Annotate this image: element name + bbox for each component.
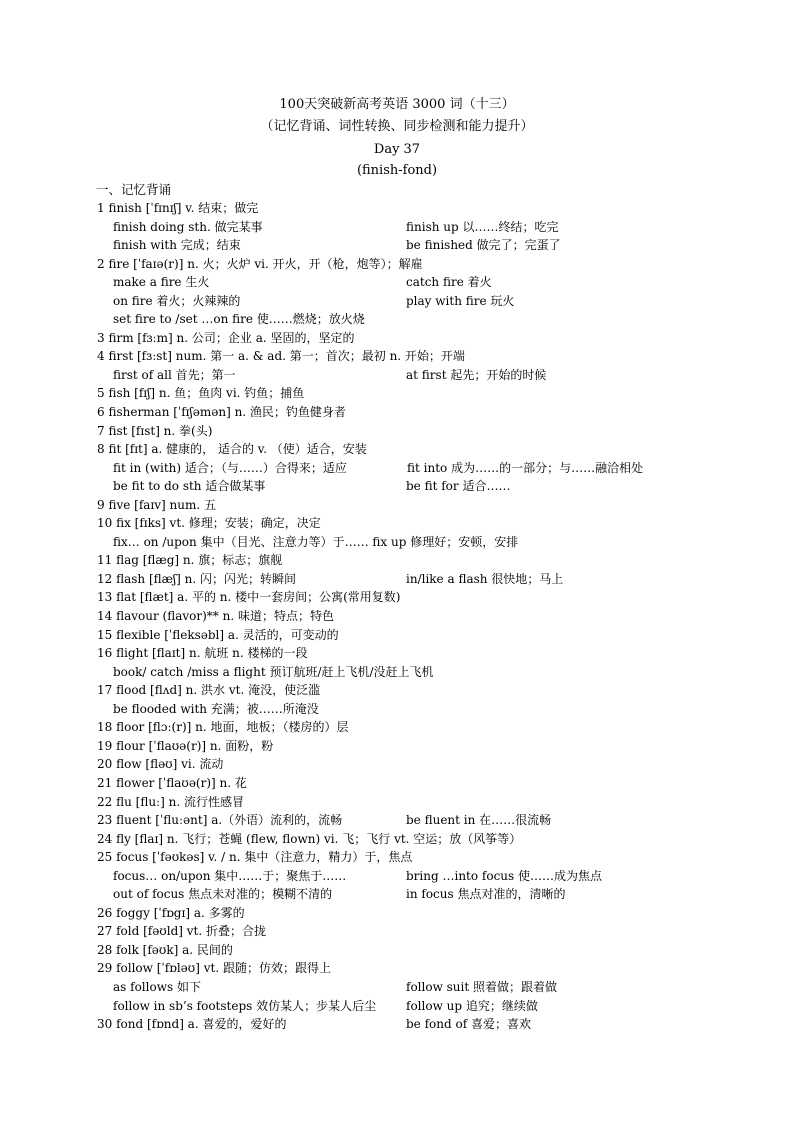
phrase-left: fit in (with) 适合；（与……）合得来；适应 [113,460,347,475]
phrase-left: be flooded with 充满；被……所淹没 [113,701,319,716]
phrase-row [97,885,697,904]
entry-text: 6 fisherman [ˈfɪʃəmən] n. 渔民；钓鱼健身者 [97,405,346,420]
entry-row [97,922,697,941]
entry-text: 20 flow [fləʊ] vi. 流动 [97,757,224,772]
phrase-left: finish with 完成；结束 [113,238,241,253]
entry-text: 12 flash [flæʃ] n. 闪；闪光；转瞬间 [97,571,297,586]
entry-text: 26 foggy [ˈfɒgɪ] a. 多雾的 [97,905,245,920]
entry-text: 9 five [faɪv] num. 五 [97,497,217,512]
entry-text: 7 fist [fɪst] n. 拳(头) [97,423,213,438]
phrase-left: on fire 着火；火辣辣的 [113,293,241,308]
phrase-right: be fond of 喜爱；喜欢 [406,1017,531,1032]
entry-row [97,570,697,589]
phrase-row [97,459,697,478]
entry-text: 14 flavour (flavor)** n. 味道；特点；特色 [97,609,334,624]
entry-row [97,1015,697,1034]
entry-row [97,718,697,737]
entry-text: 21 flower [ˈflaʊə(r)] n. 花 [97,775,247,790]
entry-text: 23 fluent [ˈfluːənt] a.（外语）流利的，流畅 [97,813,343,828]
entry-text: 1 finish [ˈfɪnɪʃ] v. 结束；做完 [97,201,259,215]
entry-row [97,774,697,793]
section-heading: 一、记忆背诵 [96,182,172,197]
entry-text: 19 flour [ˈflaʊə(r)] n. 面粉，粉 [97,738,274,753]
phrase-left: out of focus 焦点未对准的；模糊不清的 [113,887,333,902]
entry-text: 2 fire [ˈfaɪə(r)] n. 火；火炉 vi. 开火，开（枪，炮等）；解雇 [97,256,423,271]
phrase-right: catch fire 着火 [406,275,492,290]
entry-row [97,644,697,663]
phrase-row [97,273,697,292]
entry-text: 4 first [fɜːst] num. 第一 a. & ad. 第一；首次；最初 n. 开始；开端 [97,349,465,364]
entry-text: 11 flag [flæg] n. 旗；标志；旗舰 [97,553,283,568]
phrase-left: first of all 首先；第一 [113,367,236,382]
phrase-row [97,867,697,886]
phrase-row [97,292,697,311]
entry-text: 16 flight [flaɪt] n. 航班 n. 楼梯的一段 [97,646,308,661]
phrase-left: focus… on/upon 集中……于；聚焦于…… [113,868,347,883]
entry-text: 30 fond [fɒnd] a. 喜爱的，爱好的 [97,1017,287,1032]
entry-text: 25 focus [ˈfəʊkəs] v. / n. 集中（注意力，精力）于，焦点 [97,850,413,865]
phrase-left: as follows 如下 [113,979,201,994]
entry-row [97,588,697,607]
phrase-left: fix… on /upon 集中（目光、注意力等）于…… fix up 修理好；安顿，安排 [113,534,519,549]
phrase-row [97,218,697,237]
entry-text: 22 flu [fluː] n. 流行性感冒 [97,794,244,809]
phrase-row [97,663,697,682]
entry-text: 29 follow [ˈfɒləʊ] vt. 跟随；仿效；跟得上 [97,961,331,976]
entry-text: 13 flat [flæt] a. 平的 n. 楼中一套房间；公寓(常用复数) [97,590,401,605]
phrase-row [97,978,697,997]
entry-row [97,255,697,274]
phrase-right: follow up 追究；继续做 [406,998,538,1013]
entry-row [97,422,697,441]
entry-row [97,793,697,812]
phrase-right: follow suit 照着做；跟着做 [406,979,558,994]
entry-row [97,848,697,867]
phrase-right: play with fire 玩火 [406,293,515,308]
entry-text: 18 floor [flɔː(r)] n. 地面，地板；（楼房的）层 [97,720,349,735]
phrase-row [97,997,697,1016]
phrase-row [97,310,697,329]
phrase-row [97,366,697,385]
entry-row [97,384,697,403]
entry-row [97,941,697,960]
phrase-right: at first 起先；开始的时候 [406,367,547,382]
phrase-left: book/ catch /miss a flight 预订航班/赶上飞机/没赶上飞机 [113,664,434,679]
phrase-right: fit into 成为……的一部分；与……融洽相处 [407,460,644,475]
phrase-right: be fluent in 在……很流畅 [406,813,552,828]
phrase-left: make a fire 生火 [113,275,210,290]
phrase-right: bring …into focus 使……成为焦点 [406,868,602,883]
phrase-right: finish up 以……终结；吃完 [406,219,559,234]
phrase-right: in focus 焦点对准的，清晰的 [406,887,566,902]
entry-text: 15 flexible [ˈfleksəbl] a. 灵活的，可变动的 [97,627,339,642]
entry-text: 3 firm [fɜːm] n. 公司；企业 a. 坚固的，坚定的 [97,330,355,345]
entry-text: 5 fish [fɪʃ] n. 鱼；鱼肉 vi. 钓鱼；捕鱼 [97,386,305,401]
entry-row [97,199,697,218]
entry-row [97,811,697,830]
day-label: Day 37 [373,142,421,157]
phrase-left: follow in sb’s footsteps 效仿某人；步某人后尘 [113,998,377,1013]
entry-row [97,737,697,756]
entry-text: 24 fly [flaɪ] n. 飞行；苍蝇 (flew, flown) vi. 飞；飞行 vt. 空运；放（风筝等） [97,831,522,846]
phrase-row [97,700,697,719]
entry-text: 8 fit [fɪt] a. 健康的， 适合的 v. （使）适合，安装 [97,442,367,457]
phrase-row [97,236,697,255]
entry-row [97,755,697,774]
phrase-right: in/like a flash 很快地；马上 [406,571,564,586]
entry-row [97,904,697,923]
entry-text: 17 flood [flʌd] n. 洪水 vt. 淹没，使泛滥 [97,683,321,698]
entry-row [97,830,697,849]
phrase-right: be finished 做完了；完蛋了 [406,238,561,253]
entry-row [97,440,697,459]
phrase-left: finish doing sth. 做完某事 [113,219,263,234]
entry-text: 10 fix [fɪks] vt. 修理；安装；确定，决定 [97,516,321,531]
entry-row [97,496,697,515]
document-subtitle: （记忆背诵、词性转换、同步检测和能力提升） [260,119,534,134]
phrase-right: be fit for 适合…… [406,479,511,494]
document-title: 100天突破新高考英语 3000 词（十三） [279,97,515,112]
entry-row [97,514,697,533]
phrase-left: be fit to do sth 适合做某事 [113,479,266,494]
entry-text: 27 fold [fəʊld] vt. 折叠；合拢 [97,924,266,939]
phrase-left: set fire to /set …on fire 使……燃烧；放火烧 [113,312,365,327]
entry-row [97,959,697,978]
entry-row [97,626,697,645]
entry-row [97,607,697,626]
phrase-row [97,533,697,552]
entry-row [97,403,697,422]
phrase-row [97,477,697,496]
entry-row [97,329,697,348]
entry-text: 28 folk [fəʊk] a. 民间的 [97,942,233,957]
entry-row [97,347,697,366]
vocabulary-list [97,199,697,1034]
word-range: (finish-fond) [356,163,438,178]
entry-row [97,681,697,700]
entry-row [97,551,697,570]
